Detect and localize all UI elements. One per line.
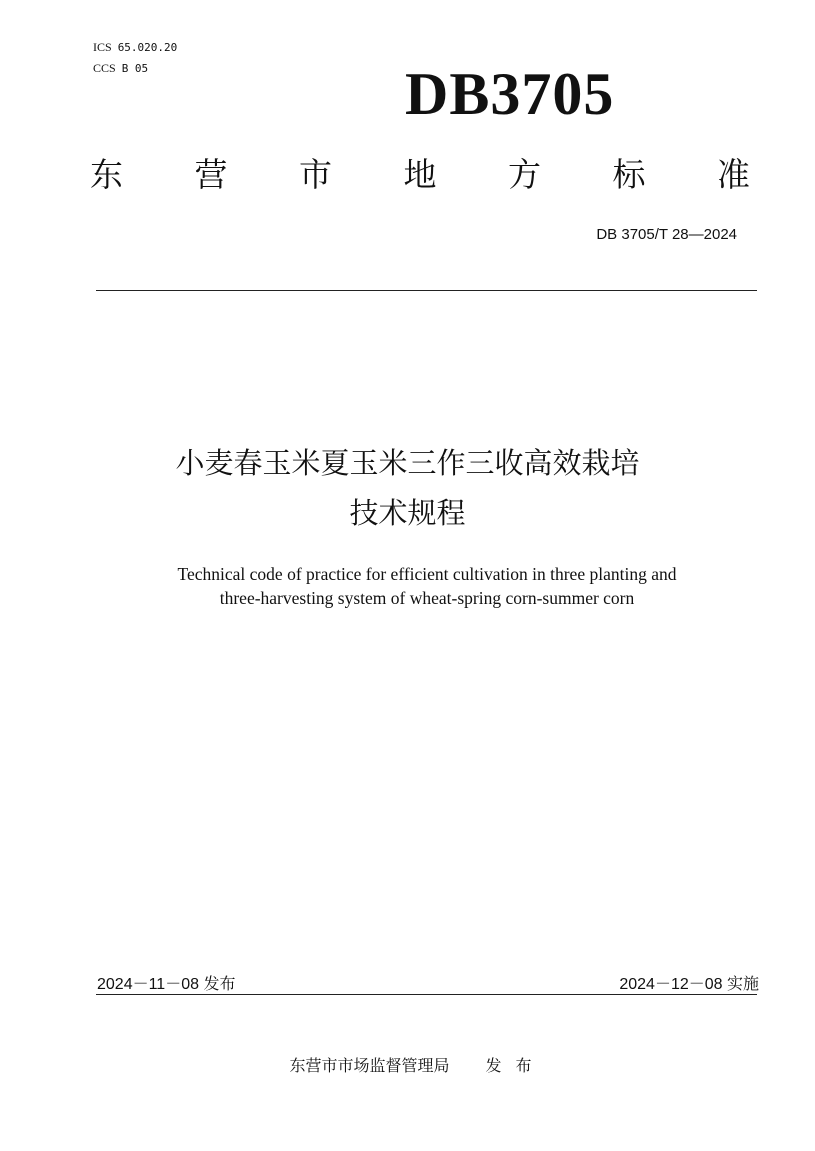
publisher-name: 东营市市场监督管理局 (289, 1056, 450, 1075)
publisher-line (0, 1053, 815, 1076)
header-divider (96, 290, 757, 291)
title-chinese-line-2: 技术规程 (349, 496, 466, 530)
ics-code: 65.020.20 (117, 41, 178, 54)
ics-label: ICS (93, 40, 112, 54)
title-english-line-2: three-harvesting system of wheat-spring corn-summer corn (219, 588, 635, 608)
title-english-line-1: Technical code of practice for efficient cultivation in three planting and (177, 564, 677, 584)
ccs-label: CCS (93, 61, 116, 75)
title-chinese-line-1: 小麦春玉米夏玉米三作三收高效栽培 (175, 446, 640, 480)
db-code-heading: DB3705 (405, 61, 615, 127)
ics-classification (93, 40, 177, 55)
standard-type-char: 营 (194, 155, 228, 194)
standard-number: DB 3705/T 28—2024 (596, 226, 737, 243)
standard-type-char: 方 (508, 155, 541, 194)
standard-type-char: 地 (403, 155, 437, 194)
standard-type-char: 东 (90, 155, 123, 194)
standard-type-char: 市 (299, 155, 332, 194)
publish-action: 发布 (485, 1056, 546, 1075)
footer-divider (96, 994, 757, 995)
standard-type-char: 准 (717, 155, 750, 194)
standard-type-char: 标 (612, 155, 646, 194)
issue-date: 2024－11－08 发布 (97, 976, 236, 993)
implementation-date: 2024－12－08 实施 (619, 976, 759, 993)
standard-type-title (90, 155, 750, 194)
ccs-classification (93, 61, 148, 76)
ccs-code: B 05 (121, 62, 149, 75)
